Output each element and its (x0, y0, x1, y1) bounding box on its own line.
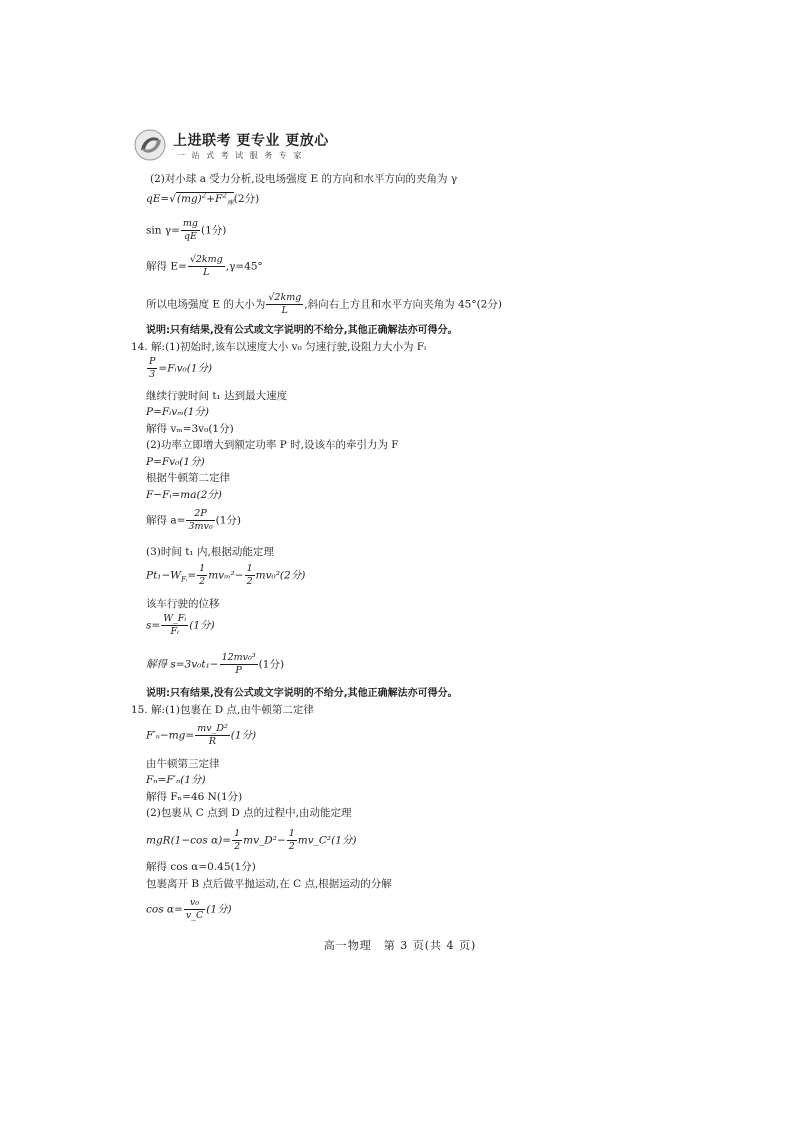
q15-eq2: Fₙ=F′ₙ(1分) (146, 774, 206, 786)
q15-eq6-fraction: $\frac{\text{v₀}}{v\_C}$ (185, 897, 204, 921)
q13-conclusion-fraction: $\frac{\text{√2kmg}}{L}$ (268, 292, 302, 316)
q13-eq3 (146, 254, 263, 279)
page-footer: 高一物理 第 3 页(共 4 页) (323, 939, 477, 952)
q14-eq8-fraction: $\frac{\text{W\_Fᵢ}}{\text{Fᵢ}}$ (163, 613, 187, 637)
q14-eq9-score: (1分) (258, 658, 285, 671)
q15-eq4-term1: mv_D²− (243, 834, 286, 847)
q14-eq7-lhs: Pt₁−W (146, 569, 182, 582)
q13-conclusion-a: 所以电场强度 E 的大小为 (146, 298, 266, 311)
q14-eq2: P=Fᵢvₘ(1分) (146, 406, 210, 418)
q15-eq3: 解得 Fₙ=46 N(1分) (146, 791, 243, 803)
q14-part2-intro: (2)功率立即增大到额定功率 P 时,设该车的牵引力为 F (146, 439, 399, 451)
q13-eq2-lhs: sin γ= (146, 224, 180, 237)
q14-eq5: F−Fᵢ=ma(2分) (146, 489, 222, 501)
q14-eq9-lhs: 解得 s=3v₀t₁− (146, 658, 219, 671)
q14-eq8-lhs: s= (146, 619, 161, 632)
q15-intro: 15. 解:(1)包裹在 D 点,由牛顿第二定律 (131, 704, 314, 716)
q15-eq5: 解得 cos α=0.45(1分) (146, 861, 256, 873)
q14-line-a: 继续行驶时间 t₁ 达到最大速度 (146, 390, 288, 402)
q15-line-a: 由牛顿第三定律 (146, 758, 220, 770)
q13-eq2-score: (1分) (201, 224, 227, 237)
q14-eq3: 解得 vₘ=3v₀(1分) (146, 423, 234, 435)
q14-eq9 (146, 652, 284, 677)
q13-conclusion-b: ,斜向右上方且和水平方向夹角为 45°(2分) (304, 298, 502, 311)
brand-logo (133, 128, 333, 162)
q14-eq6-fraction: $\frac{2P}{\text{3mv₀}}$ (188, 508, 213, 532)
q15-eq4-term2: mv_C²(1分) (297, 834, 357, 847)
q14-eq9-fraction: $\frac{\text{12mv₀³}}{P}$ (221, 652, 256, 676)
q13-note: 说明:只有结果,没有公式或文字说明的不给分,其他正确解法亦可得分。 (146, 325, 458, 336)
q14-eq7-term1: mvₘ²− (208, 569, 244, 582)
q15-eq4-half-2: $\frac{1}{2}$ (288, 828, 295, 852)
q15-eq6-lhs: cos α= (146, 903, 183, 916)
q13-eq1 (146, 192, 259, 206)
q13-eq2 (146, 218, 226, 243)
q13-eq1-sqrt: $√(mg)^2+F^2_库$ (169, 191, 234, 208)
q14-eq7 (146, 563, 305, 588)
q15-eq1 (146, 723, 256, 748)
q14-line-b: 根据牛顿第二定律 (146, 472, 230, 484)
q15-eq4-half-1: $\frac{1}{2}$ (234, 828, 241, 852)
swirl-logo-icon (133, 128, 169, 162)
q15-eq6-score: (1分) (206, 903, 232, 916)
q14-eq7-half-1: $\frac{1}{2}$ (199, 563, 206, 587)
q14-eq8 (146, 613, 215, 638)
q15-eq4 (146, 828, 357, 853)
q14-intro: 14. 解:(1)初始时,该车以速度大小 v₀ 匀速行驶,设阻力大小为 Fᵢ (131, 341, 427, 353)
q13-conclusion (146, 292, 502, 317)
q14-eq1-rhs: =Fᵢv₀(1分) (158, 362, 213, 375)
q14-note: 说明:只有结果,没有公式或文字说明的不给分,其他正确解法亦可得分。 (146, 688, 458, 699)
q15-eq6 (146, 897, 232, 922)
q14-eq1-fraction: $\frac{P}{3}$ (149, 356, 156, 380)
q13-eq2-fraction: $\frac{mg}{qE}$ (182, 218, 199, 242)
q14-eq8-score: (1分) (189, 619, 215, 632)
q14-eq4: P=Fv₀(1分) (146, 456, 205, 468)
q15-part2-intro: (2)包裹从 C 点到 D 点的过程中,由动能定理 (146, 807, 352, 819)
logo-subtitle: 一 站 式 考 试 服 务 专 家 (177, 151, 304, 160)
q15-eq1-fraction: $\frac{\text{mv\_D²}}{R}$ (197, 723, 228, 747)
q14-eq6-score: (1分) (215, 514, 242, 527)
q14-eq1 (146, 356, 212, 381)
q14-line-c: 该车行驶的位移 (146, 598, 220, 610)
q15-line-b: 包裹离开 B 点后做平抛运动,在 C 点,根据运动的分解 (146, 878, 392, 890)
q13-eq3-fraction: $\frac{\text{√2kmg}}{L}$ (189, 254, 223, 278)
q14-eq7-mid: = (187, 569, 197, 582)
q15-eq1-lhs: F′ₙ−mg= (146, 729, 195, 742)
q14-part3-intro: (3)时间 t₁ 内,根据动能定理 (146, 546, 274, 558)
q13-eq1-score: (2分) (233, 193, 260, 205)
q14-eq7-half-2: $\frac{1}{2}$ (246, 563, 253, 587)
q14-eq7-term2: mv₀²(2分) (255, 569, 306, 582)
q14-eq6 (146, 508, 241, 533)
logo-title: 上进联考 更专业 更放心 (173, 133, 329, 149)
q15-eq4-lhs: mgR(1−cos α)= (146, 834, 232, 847)
q15-eq1-score: (1分) (230, 729, 257, 742)
q13-part2-intro: (2)对小球 a 受力分析,设电场强度 E 的方向和水平方向的夹角为 γ (150, 173, 458, 185)
q13-eq3-tail: ,γ=45° (225, 260, 263, 273)
q13-eq3-lhs: 解得 E= (146, 260, 187, 273)
q14-eq7-sub: Fᵢ (181, 575, 188, 584)
q13-eq1-lhs: qE= (146, 193, 170, 205)
q14-eq6-lhs: 解得 a= (146, 514, 186, 527)
